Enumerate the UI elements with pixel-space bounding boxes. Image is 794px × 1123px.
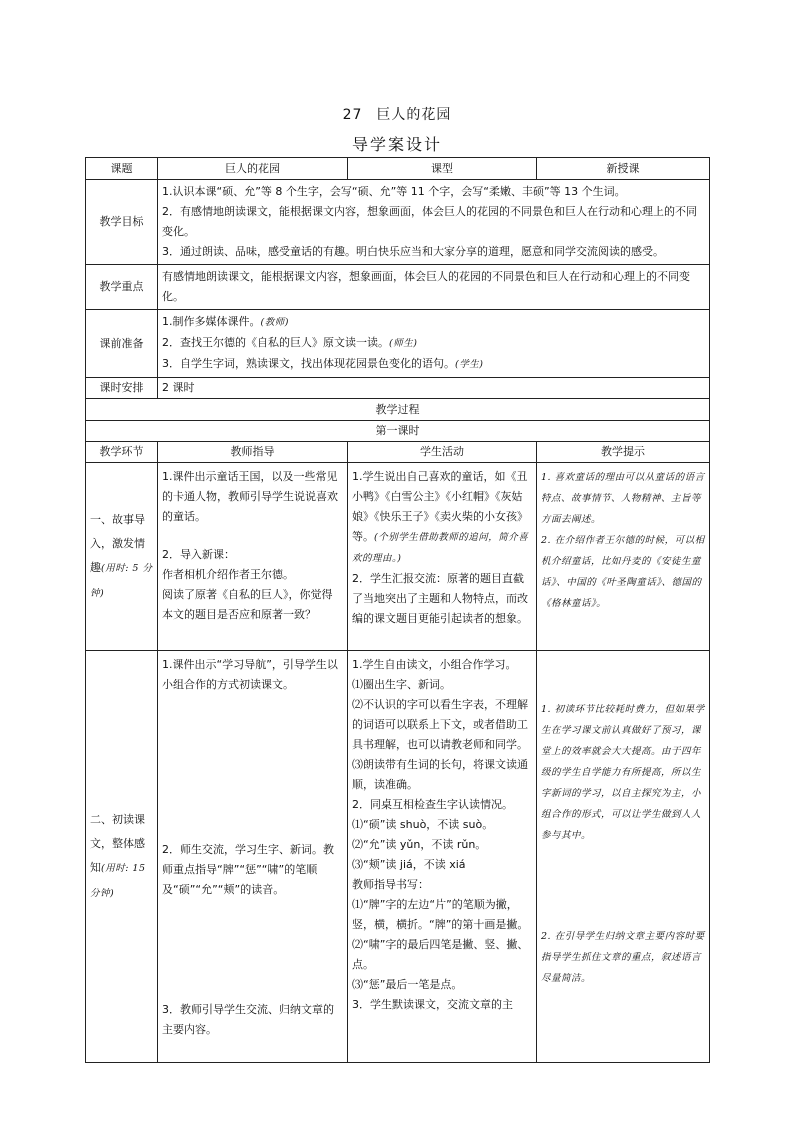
type-value: 新授课	[537, 158, 710, 180]
type-label: 课型	[348, 158, 537, 180]
student-step: ⑵“啸”字的最后四笔是撇、竖、撇、点。	[352, 938, 529, 971]
student-step: ⑵“允”读 yǔn，不读 rǔn。	[352, 838, 487, 851]
lesson-title: 巨人的花园	[376, 107, 452, 123]
goal-item: 2．有感情地朗读课文，能根据课文内容，想象画面，体会巨人的花园的不同景色和巨人在行动和心理上的不同变化。	[162, 205, 697, 238]
prep-label: 课前准备	[86, 310, 158, 378]
topic-value: 巨人的花园	[158, 158, 348, 180]
teacher-step: 1.课件出示“学习导航”，引导学生以小组合作的方式初读课文。	[162, 658, 338, 691]
goals-cell	[158, 180, 710, 265]
hours-label: 课时安排	[86, 378, 158, 399]
lesson-number: 27	[342, 107, 363, 123]
stage-title: 一、故事导入，激发情趣	[90, 512, 145, 574]
student-cell	[348, 651, 537, 1063]
student-step: ⑵不认识的字可以看生字表，不理解的词语可以联系上下文，或者借助工具书理解，也可以请教老师和同学。	[352, 698, 528, 751]
student-step: ⑶“颊”读 jiá，不读 xiá	[352, 858, 466, 871]
hours-row	[86, 378, 710, 399]
student-step: 3．学生默读课文，交流文章的主	[352, 998, 513, 1011]
period-title: 第一课时	[86, 421, 710, 442]
col-stage-header: 教学环节	[86, 442, 158, 463]
student-step: ⑴“硕”读 shuò，不读 suò。	[352, 818, 494, 831]
prep-role: (学生)	[455, 359, 484, 370]
tip-item: 1. 初读环节比较耗时费力，但如果学生在学习课文前认真做好了预习，课堂上的效率就会大大提高。由于四年级的学生自学能力有所提高，所以生字新词的学习，以自主探究为主，小组合作的形式，可以让学生做到人人参与其中。	[541, 704, 705, 841]
goals-row	[86, 180, 710, 265]
student-cell	[348, 463, 537, 651]
col-teacher-header: 教师指导	[158, 442, 348, 463]
prep-role: (师生)	[389, 338, 418, 349]
lesson-heading	[0, 104, 794, 124]
stage-cell	[86, 463, 158, 651]
focus-text: 有感情地朗读课文，能根据课文内容，想象画面，体会巨人的花园的不同景色和巨人在行动和心理上的不同变化。	[158, 265, 710, 310]
period-row	[86, 421, 710, 442]
topic-label: 课题	[86, 158, 158, 180]
teacher-step: 作者相机介绍作者王尔德。	[162, 568, 294, 581]
teacher-step: 阅读了原著《自私的巨人》，你觉得本文的题目是否应和原著一致？	[162, 588, 333, 621]
prep-item: 1.制作多媒体课件。(教师)	[162, 315, 289, 328]
tip-item: 2. 在介绍作者王尔德的时候，可以相机介绍童话，比如丹麦的《安徒生童话》、中国的《叶圣陶童话》、德国的《格林童话》。	[541, 535, 705, 609]
prep-item: 2．查找王尔德的《自私的巨人》原文读一读。(师生)	[162, 336, 418, 349]
process-title-row	[86, 399, 710, 421]
tips-cell	[537, 651, 710, 1063]
process-title: 教学过程	[86, 399, 710, 421]
stage-row	[86, 463, 710, 651]
hours-value: 2 课时	[158, 378, 710, 399]
student-step: 2．学生汇报交流：原著的题目直截了当地突出了主题和人物特点，而改编的课文题目更能引起读者的想象。	[352, 572, 528, 625]
prep-role: (教师)	[260, 317, 289, 328]
topic-row	[86, 158, 710, 180]
stage-row	[86, 651, 710, 1063]
student-step: ⑶朗读带有生词的长句，将课文读通顺，读准确。	[352, 758, 528, 791]
student-step: 2．同桌互相检查生字认读情况。	[352, 798, 513, 811]
goals-label: 教学目标	[86, 180, 158, 265]
student-step: ⑴“牌”字的左边“片”的笔顺为撇，竖，横，横折。“牌”的第十画是撇。	[352, 898, 529, 931]
teacher-step: 1.课件出示童话王国，以及一些常见的卡通人物，教师引导学生说说喜欢的童话。	[162, 470, 338, 523]
document-title: 导学案设计	[351, 135, 442, 154]
process-header-row	[86, 442, 710, 463]
focus-label: 教学重点	[86, 265, 158, 310]
student-step: ⑴圈出生字、新词。	[352, 678, 451, 691]
student-note: (个别学生借助教师的追问，简介喜欢的理由。)	[352, 532, 529, 564]
prep-item: 3．自学生字词，熟读课文，找出体现花园景色变化的语句。(学生)	[162, 357, 484, 370]
teacher-cell	[158, 463, 348, 651]
tip-item: 1. 喜欢童话的理由可以从童话的语言特点、故事情节、人物精神、主旨等方面去阐述。	[541, 472, 705, 525]
teacher-step: 2．师生交流，学习生字、新词。教师重点指导“牌”“惩”“啸”的笔顺及“硕”“允”“颊”的读音。	[162, 843, 334, 896]
stage-time: (用时: 5 分钟)	[90, 562, 153, 599]
prep-cell	[158, 310, 710, 378]
lesson-plan-table	[85, 157, 710, 1063]
goal-item: 1.认识本课“硕、允”等 8 个生字，会写“硕、允”等 11 个字，会写“柔嫩、丰硕”等 13 个生词。	[162, 185, 626, 198]
goal-item: 3．通过朗读、品味，感受童话的有趣。明白快乐应当和大家分享的道理，愿意和同学交流阅读的感受。	[162, 245, 664, 258]
teacher-step: 3．教师引导学生交流、归纳文章的主要内容。	[162, 1003, 334, 1036]
stage-title: 二、初读课文，整体感知	[90, 812, 145, 874]
tip-item: 2. 在引导学生归纳文章主要内容时要指导学生抓住文章的重点，叙述语言尽量简洁。	[541, 931, 705, 984]
student-step: 1.学生自由读文，小组合作学习。	[352, 658, 517, 671]
student-step: ⑶“惩”最后一笔是点。	[352, 978, 463, 991]
student-step: 教师指导书写：	[352, 878, 429, 891]
focus-row	[86, 265, 710, 310]
col-tips-header: 教学提示	[537, 442, 710, 463]
prep-row	[86, 310, 710, 378]
col-student-header: 学生活动	[348, 442, 537, 463]
stage-time: (用时: 15 分钟)	[90, 862, 146, 899]
tips-cell	[537, 463, 710, 651]
teacher-step: 2．导入新课：	[162, 548, 235, 561]
teacher-cell	[158, 651, 348, 1063]
stage-cell	[86, 651, 158, 1063]
student-step: 1.学生说出自己喜欢的童话，如《丑小鸭》《白雪公主》《小红帽》《灰姑娘》《快乐王子》《卖火柴的小女孩》等。(个别学生借助教师的追问，简介喜欢的理由。)	[352, 470, 529, 564]
